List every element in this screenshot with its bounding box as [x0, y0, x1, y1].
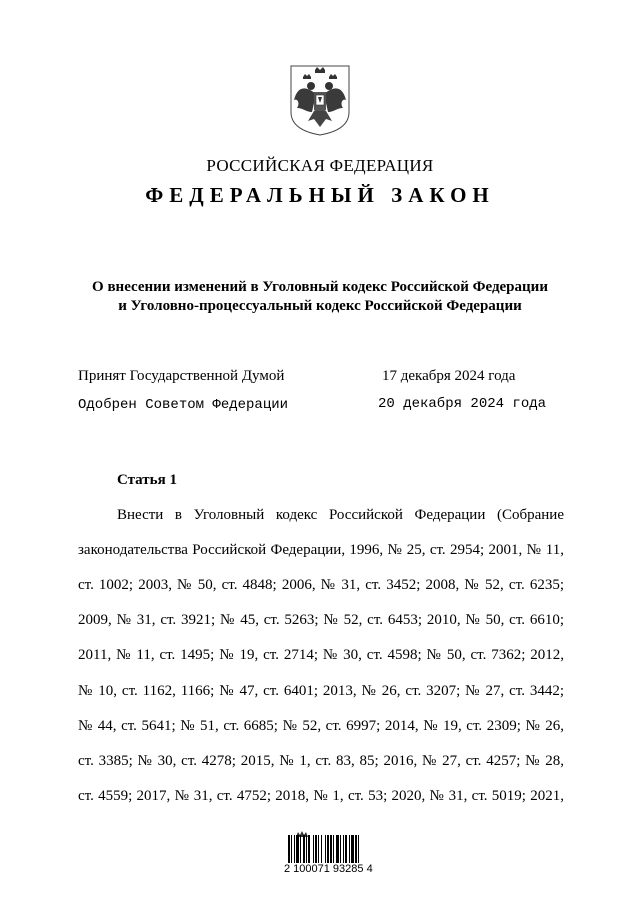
- article-text-line: ст. 4559; 2017, № 31, ст. 4752; 2018, № 1, ст. 53; 2020, № 31, ст. 5019; 2021,: [78, 788, 564, 804]
- law-title: [60, 278, 580, 316]
- article-text-line: ст. 1002; 2003, № 50, ст. 4848; 2006, № 31, ст. 3452; 2008, № 52, ст. 6235;: [78, 577, 564, 593]
- barcode: [288, 835, 361, 885]
- law-title-line: О внесении изменений в Уголовный кодекс Российской Федерации: [92, 279, 548, 295]
- article-text-line: законодательства Российской Федерации, 1996, № 25, ст. 2954; 2001, № 11,: [78, 542, 564, 558]
- article-heading: Статья 1: [117, 472, 177, 488]
- duma-adoption-label: Принят Государственной Думой: [78, 368, 285, 384]
- law-title-line: и Уголовно-процессуальный кодекс Российской Федерации: [118, 298, 522, 314]
- article-text-line: № 44, ст. 5641; № 51, ст. 6685; № 52, ст. 6997; 2014, № 19, ст. 2309; № 26,: [78, 718, 564, 734]
- article-text-line: № 10, ст. 1162, 1166; № 47, ст. 6401; 2013, № 26, ст. 3207; № 27, ст. 3442;: [78, 683, 564, 699]
- council-approval-label: Одобрен Советом Федерации: [78, 397, 289, 413]
- country-name: РОССИЙСКАЯ ФЕДЕРАЦИЯ: [206, 156, 434, 175]
- duma-mark-icon: [295, 825, 309, 833]
- duma-adoption-date: 17 декабря 2024 года: [382, 368, 516, 384]
- article-text-line: ст. 3385; № 30, ст. 4278; 2015, № 1, ст. 83, 85; 2016, № 27, ст. 4257; № 28,: [78, 753, 564, 769]
- document-type: ФЕДЕРАЛЬНЫЙ ЗАКОН: [145, 183, 495, 207]
- article-text-line: 2011, № 11, ст. 1495; № 19, ст. 2714; № 30, ст. 4598; № 50, ст. 7362; 2012,: [78, 647, 564, 663]
- coat-of-arms-icon: [288, 64, 352, 136]
- article-text-line: Внести в Уголовный кодекс Российской Федерации (Собрание: [117, 507, 564, 523]
- council-approval-date: 20 декабря 2024 года: [378, 396, 547, 412]
- article-text-line: 2009, № 31, ст. 3921; № 45, ст. 5263; № 52, ст. 6453; 2010, № 50, ст. 6610;: [78, 612, 564, 628]
- barcode-number: 2 100071 93285 4: [284, 863, 373, 875]
